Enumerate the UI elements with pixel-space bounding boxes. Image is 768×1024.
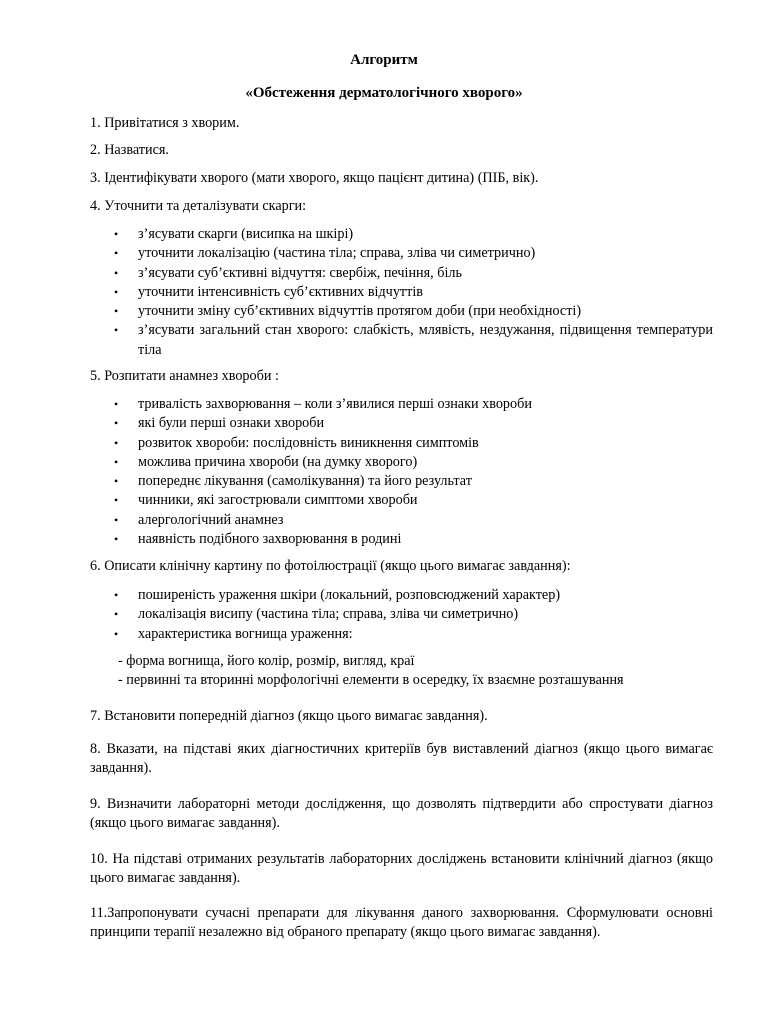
list-item: • з’ясувати загальний стан хворого: слабкість, млявість, нездужання, підвищення температури тіла [114, 322, 713, 358]
list-item: • чинники, які загострювали симптоми хвороби [90, 491, 713, 510]
list-item: • наявність подібного захворювання в родині [90, 530, 713, 549]
bullet-icon: • [114, 626, 119, 641]
bullet-icon: • [114, 416, 119, 431]
list-item: • уточнити локалізацію (частина тіла; справа, зліва чи симетрично) [90, 244, 713, 263]
bullet-icon: • [114, 493, 119, 508]
bullet-icon: • [114, 454, 119, 469]
step-5: 5. Розпитати анамнез хвороби : [90, 368, 279, 384]
bullet-icon: • [114, 512, 119, 527]
step-9: 9. Визначити лабораторні методи дослідження, що дозволять підтвердити або спростувати діагноз (якщо цього вимагає завдання). [90, 796, 713, 832]
list-item: • з’ясувати суб’єктивні відчуття: свербіж, печіння, біль [90, 264, 713, 283]
step-10: 10. На підставі отриманих результатів лабораторних досліджень встановити клінічний діагноз (якщо цього вимагає завдання). [90, 851, 713, 887]
bullet-icon: • [114, 397, 119, 411]
list-item: • уточнити інтенсивність суб’єктивних відчуттів [90, 283, 713, 302]
list-item: • можлива причина хвороби (на думку хворого) [90, 453, 713, 472]
list-item: • які були перші ознаки хвороби [90, 414, 713, 433]
step-5-list [90, 395, 713, 549]
step-4-list [90, 225, 713, 360]
bullet-icon: • [114, 607, 119, 622]
list-item: • алергологічний анамнез [90, 511, 713, 530]
list-item: • локалізація висипу (частина тіла; справа, зліва чи симетрично) [90, 605, 713, 624]
bullet-icon: • [114, 246, 119, 261]
bullet-icon: • [114, 284, 119, 299]
list-item: • з’ясувати скарги (висипка на шкірі) [90, 225, 713, 244]
bullet-icon: • [114, 474, 119, 489]
step-6-subitem: - первинні та вторинні морфологічні елементи в осередку, їх взаємне розташування [118, 672, 624, 688]
step-6-subitem: - форма вогнища, його колір, розмір, вигляд, краї [118, 653, 415, 669]
bullet-icon: • [114, 532, 119, 547]
step-1: 1. Привітатися з хворим. [90, 115, 240, 131]
step-8: 8. Вказати, на підставі яких діагностичних критеріїв був виставлений діагноз (якщо цього вимагає завдання). [90, 741, 713, 777]
step-4: 4. Уточнити та деталізувати скарги: [90, 198, 307, 214]
step-11: 11.Запропонувати сучасні препарати для лікування даного захворювання. Сформулювати основні принципи терапії незалежно від обраного препарату (якщо цього вимагає завдання). [90, 905, 713, 941]
list-item: • уточнити зміну суб’єктивних відчуттів протягом доби (при необхідності) [90, 302, 713, 321]
step-6-list [90, 586, 713, 644]
bullet-icon: • [114, 588, 119, 602]
list-item: • попереднє лікування (самолікування) та його результат [90, 472, 713, 491]
bullet-icon: • [114, 435, 119, 450]
bullet-icon: • [114, 265, 119, 280]
step-3: 3. Ідентифікувати хворого (мати хворого, якщо пацієнт дитина) (ПІБ, вік). [90, 170, 539, 186]
list-item: • тривалість захворювання – коли з’явилися перші ознаки хвороби [90, 395, 713, 414]
bullet-icon: • [114, 304, 119, 319]
document-title: Алгоритм [350, 52, 418, 68]
list-item: • характеристика вогнища ураження: [90, 625, 713, 644]
bullet-icon: • [114, 227, 119, 241]
step-6: 6. Описати клінічну картину по фотоілюстрації (якщо цього вимагає завдання): [90, 558, 571, 574]
step-7: 7. Встановити попередній діагноз (якщо цього вимагає завдання). [90, 708, 488, 724]
list-item: • поширеність ураження шкіри (локальний, розповсюджений характер) [90, 586, 713, 605]
list-item: • розвиток хвороби: послідовність виникнення симптомів [90, 434, 713, 453]
bullet-icon: • [114, 323, 119, 338]
step-2: 2. Назватися. [90, 142, 169, 158]
document-subtitle: «Обстеження дерматологічного хворого» [245, 85, 523, 101]
